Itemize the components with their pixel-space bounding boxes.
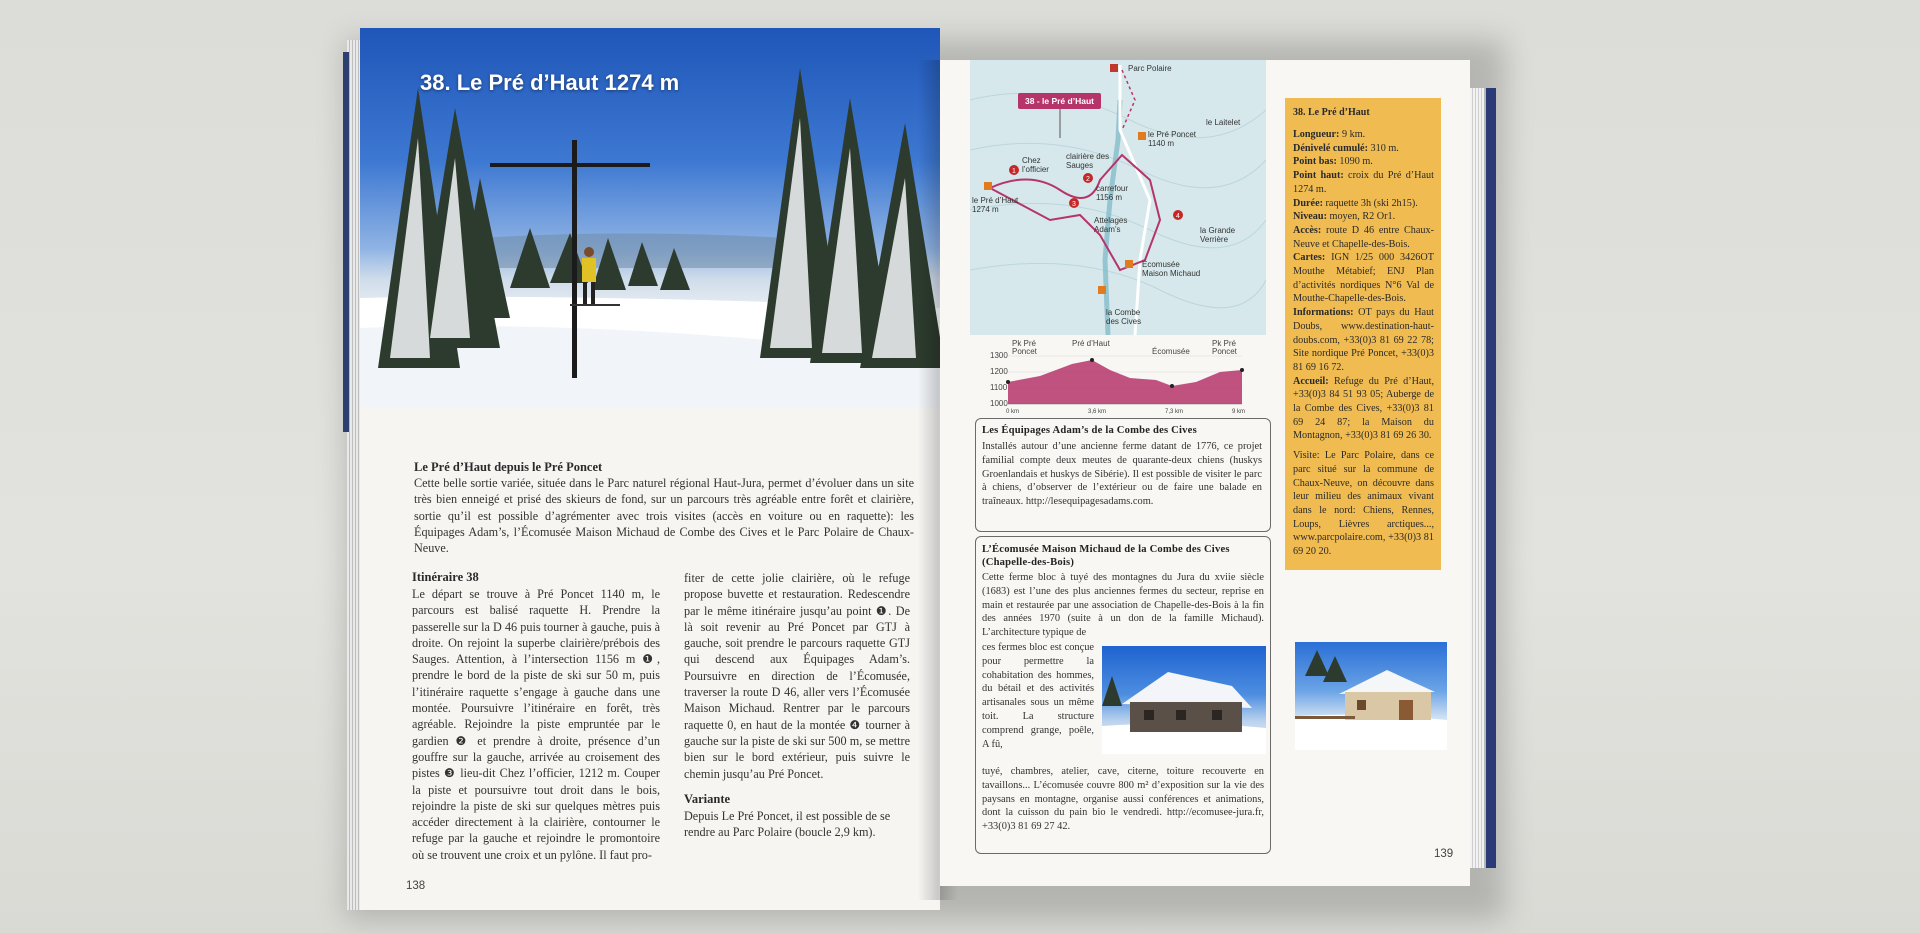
box-ecomusee-text: Cette ferme bloc à tuyé des montagnes du Jura du xviie siècle (1683) est l’une des plus anciennes fermes du secteur, reprise en main et restaurée par une association de Chapelle-des-Bois à la fin des années 1970 (suite à un don de la famille Michaud). L’architecture typique de — [982, 572, 1264, 639]
profile-y-1000: 1000 — [990, 399, 1008, 408]
profile-y-1100: 1100 — [990, 383, 1008, 392]
info-title: 38. Le Pré d’Haut — [1293, 107, 1370, 118]
profile-y-1200: 1200 — [990, 367, 1008, 376]
map-label-grande-verriere: la Grande Verrière — [1200, 226, 1236, 244]
parking-icon — [1138, 132, 1146, 140]
route-title: 38. Le Pré d’Haut 1274 m — [420, 70, 680, 95]
combe-icon — [1098, 286, 1106, 294]
section-title: Le Pré d’Haut depuis le Pré Poncet — [414, 460, 603, 474]
box-equipages-adams — [975, 418, 1271, 532]
info-row: Accès: route D 46 entre Chaux-Neuve et Chapelle-des-Bois. — [1293, 224, 1434, 250]
profile-x-73: 7,3 km — [1165, 409, 1184, 415]
profile-area — [1008, 360, 1242, 404]
map-marker-2-label: 2 — [1086, 176, 1090, 183]
map-label-pre-poncet: le Pré Poncet 1140 m — [1148, 130, 1197, 148]
route-map — [970, 60, 1266, 335]
route-info-box — [1285, 98, 1441, 570]
parc-polaire-icon — [1110, 64, 1118, 72]
page-stack-right — [1470, 88, 1484, 868]
map-marker-4-label: 4 — [1176, 213, 1180, 220]
map-label-attelages: Attelages Adam’s — [1094, 216, 1128, 234]
profile-wp-ecomusee: Écomusée — [1152, 347, 1190, 356]
itinerary-column-2: fiter de cette jolie clairière, où le refuge propose buvette et restauration. Redescendre par le même itinéraire jusqu’au point ❶. De là soit revenir au Pré Poncet par GTJ à gauche, soit prendre le parcours raquette GTJ qui descend aux Équipages Adam’s. Poursuivre en direction de l’Écomusée, traverser la route D 46, aller vers l’Écomusée Maison Michaud. Rentrer par le parcours raquette 0, en haut de la montée ❹ tourner à gauche sur la piste de ski sur 500 m, se mettre bien sur le bord extérieur, puis suivre le chemin jusqu’au Pré Poncet. — [684, 571, 910, 781]
map-label-combe-cives: la Combe des Cives — [1106, 308, 1142, 326]
cover-edge-left — [343, 52, 349, 432]
left-page — [360, 28, 940, 910]
variante-text: Depuis Le Pré Poncet, il est possible de se rendre au Parc Polaire (boucle 2,9 km). — [684, 809, 891, 840]
map-label-clairiere: clairière des Sauges — [1066, 152, 1110, 170]
box-equipages-title: Les Équipages Adam’s de la Combe des Cives — [982, 425, 1197, 436]
maison-michaud-photo — [1102, 646, 1266, 754]
ecomusee-icon — [1125, 260, 1133, 268]
box-ecomusee-text-narrow: ces fermes bloc est conçue pour permettre la cohabitation des hommes, du bétail et des activités artisanales sous un même toit. La structure comprend grange, poêle, A fû, — [982, 642, 1094, 750]
profile-wp-end: Pk Pré Poncet — [1212, 339, 1237, 356]
profile-x-0: 0 km — [1006, 409, 1020, 415]
variante-title: Variante — [684, 792, 731, 806]
info-visit: Visite: Le Parc Polaire, dans ce parc situé sur la commune de Chaux-Neuve, on découvre dans leur milieu des animaux vivant dans le nord: Chiens, Rennes, Loups, Lièvres arctiques..., www.parcpolaire.com, +33(0)3 81 69 20 20. — [1293, 450, 1434, 558]
map-label-ecomusee: Écomusée Maison Michaud — [1142, 260, 1201, 278]
box-equipages-text: Installés autour d’une ancienne ferme datant de 1776, ce projet familial compte deux meutes de quarante-deux chiens (huskys Groenlandais et huskys de Sibérie). Il est possible de visiter le parc à chiens, d’observer de l’extérieur ou de faire une balade en traîneaux. http://lesequipagesadams.com. — [982, 441, 1262, 508]
box-ecomusee-text-end: tuyé, chambres, atelier, cave, citerne, toiture recouverte en tavaillons... L’écomusée couvre 800 m² d’exposition sur la vie des paysans en montagne, organise aussi conférences et animations, dont la cuisson du pain bio le vendredi. http://ecomusee-jura.fr, +33(0)3 81 69 27 42. — [982, 766, 1264, 833]
info-row: Informations: OT pays du Haut Doubs, www.destination-haut-doubs.com, +33(0)3 81 69 22 78; Site nordique Pré Poncet, +33(0)3 81 69 16 72. — [1293, 307, 1434, 373]
winter-cross-photo — [360, 28, 940, 408]
page-number-right: 139 — [1434, 848, 1454, 860]
map-marker-3-label: 3 — [1072, 201, 1076, 208]
profile-y-1300: 1300 — [990, 351, 1008, 360]
itinerary-title: Itinéraire 38 — [412, 570, 479, 584]
profile-x-9: 9 km — [1232, 409, 1246, 415]
refuge-icon — [984, 182, 992, 190]
map-label-chez-officier: Chez l’officier — [1022, 156, 1049, 174]
info-details — [1293, 128, 1434, 559]
info-row: Dénivelé cumulé: 310 m. — [1293, 142, 1399, 154]
info-row: Cartes: IGN 1/25 000 3426OT Mouthe Métabief; ENJ Plan d’activités nordiques N°6 Val de Mouthe-Chapelle-des-Bois. — [1293, 252, 1434, 305]
map-route-tag: 38 - le Pré d’Haut — [1018, 93, 1101, 109]
map-label-pre-dhaut: le Pré d’Haut 1274 m — [972, 196, 1019, 214]
info-row: Durée: raquette 3h (ski 2h15). — [1293, 197, 1418, 209]
right-page — [940, 60, 1470, 886]
page-number-left: 138 — [406, 880, 426, 892]
info-row: Niveau: moyen, R2 Or1. — [1293, 211, 1396, 223]
info-row: Point bas: 1090 m. — [1293, 156, 1373, 168]
map-label-laitelet: le Laitelet — [1206, 118, 1241, 127]
box-ecomusee-title: L’Écomusée Maison Michaud de la Combe des Cives (Chapelle-des-Bois) — [982, 544, 1230, 568]
info-row: Longueur: 9 km. — [1293, 129, 1366, 140]
profile-wp-pre-dhaut: Pré d’Haut — [1072, 339, 1110, 348]
parc-polaire-photo — [1295, 642, 1447, 750]
itinerary-column-1: Le départ se trouve à Pré Poncet 1140 m, le parcours est balisé raquette H. Prendre la passerelle sur la D 46 puis tourner à gauche, puis à droite. On rejoint la superbe clairière/prébois des Sauges. Attention, à l’intersection 1156 m ❶, prendre le bord de la piste de ski sur 50 m, puis l’itinéraire raquette s’engage à gauche dans une montée. Poursuivre l’itinéraire en forêt, très agréable. Rejoindre la piste empruntée par le gardien ❷ et prendre à droite, présence d’un gouffre sur la gauche, arrivée au croisement des pistes ❸ lieu-dit Chez l’officier, 1212 m. Couper la piste et poursuivre tout droit dans le bois, rejoindre la piste de ski sur quelques mètres puis accéder directement à la clairière, contourner le refuge par la gauche et rejoindre le promontoire où se trouvent une croix et un pylône. Il faut pro- — [412, 587, 660, 862]
profile-x-36: 3,6 km — [1088, 409, 1107, 415]
map-label-parc-polaire: Parc Polaire — [1128, 64, 1172, 73]
info-row: Accueil: Refuge du Pré d’Haut, +33(0)3 84 51 93 05; Auberge de la Combe des Cives, +33(0)3 81 69 24 87; la Maison du Montagnon, +33(0)3 81 69 26 30. — [1293, 375, 1434, 442]
cover-edge-right — [1486, 88, 1496, 868]
info-row: Point haut: croix du Pré d’Haut 1274 m. — [1293, 170, 1434, 195]
profile-wp-start: Pk Pré Poncet — [1012, 339, 1037, 356]
elevation-profile — [960, 339, 1260, 422]
map-label-carrefour: carrefour 1156 m — [1096, 184, 1129, 202]
map-marker-1-label: 1 — [1012, 168, 1016, 175]
intro-paragraph: Cette belle sortie variée, située dans le Parc naturel régional Haut-Jura, permet d’évoluer dans un site très bien enneigé et prisé des skieurs de fond, sur un parcours très agréable entre forêt et clairière, sortie qu’il est possible d’agrémenter avec trois visites (accès en voiture ou en raquette): les Équipages Adam’s, l’Écomusée Maison Michaud de Combe des Cives et le Parc Polaire de Chaux-Neuve. — [414, 476, 914, 556]
